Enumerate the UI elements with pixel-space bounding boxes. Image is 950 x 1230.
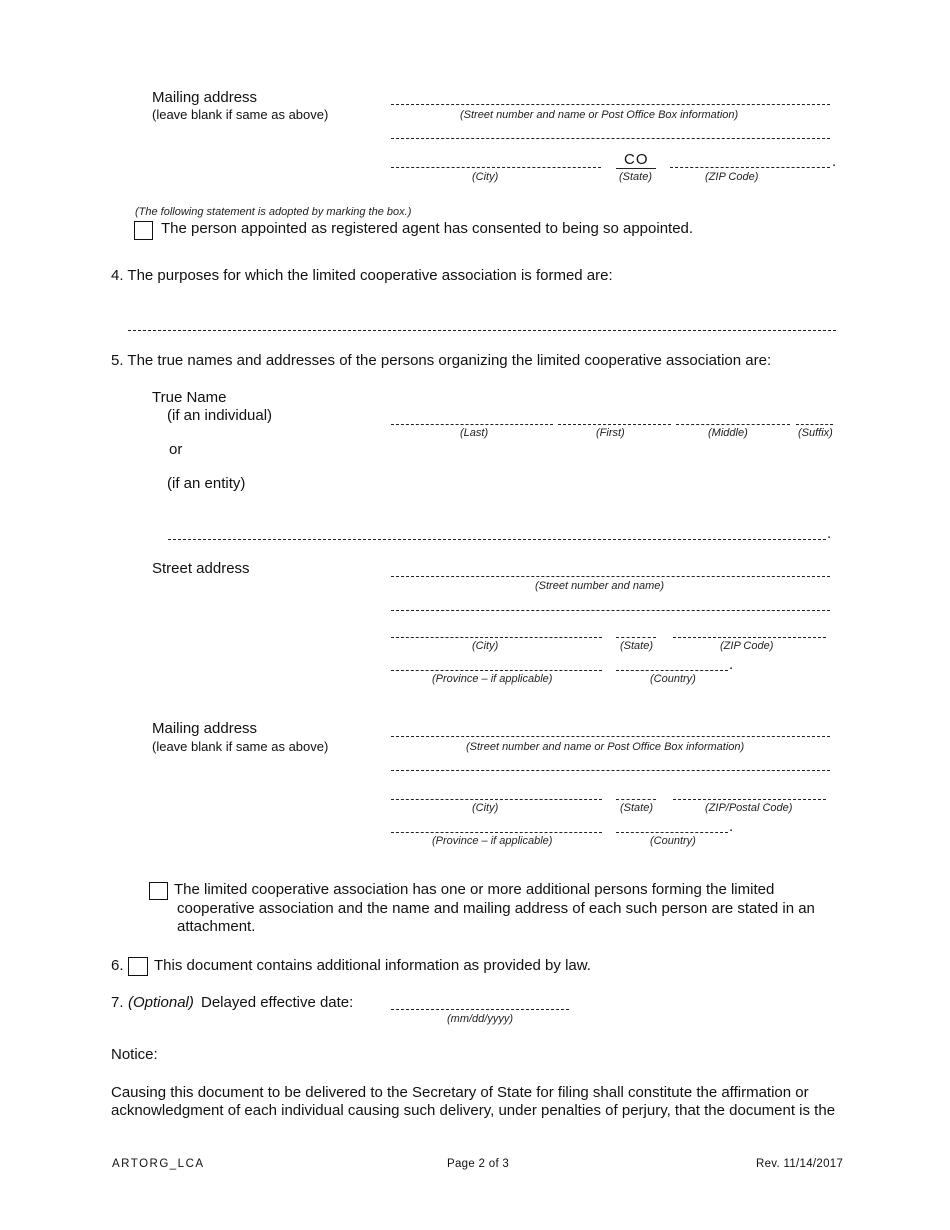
last-caption: (Last) <box>460 427 489 439</box>
notice-line1: Causing this document to be delivered to the Secretary of State for filing shall constitute the affirmation or <box>111 1084 809 1101</box>
agent-mailing-sublabel: (leave blank if same as above) <box>152 107 329 122</box>
organizer-mailing-label: Mailing address <box>152 720 258 737</box>
organizer-mailing-state-caption: (State) <box>620 802 654 814</box>
organizer-mailing-street-field-2[interactable] <box>391 770 830 771</box>
middle-caption: (Middle) <box>708 427 748 439</box>
organizer-mailing-period: . <box>729 818 734 835</box>
if-individual-label: (if an individual) <box>167 407 273 424</box>
section4-text: 4. The purposes for which the limited cooperative association is formed are: <box>111 267 613 284</box>
section6-text: This document contains additional information as provided by law. <box>154 957 591 974</box>
consent-text: The person appointed as registered agent has consented to being so appointed. <box>161 220 694 237</box>
agent-mailing-period: . <box>832 153 837 170</box>
section7-number: 7. <box>111 994 124 1011</box>
organizer-mailing-province-caption: (Province – if applicable) <box>432 835 553 847</box>
street-state-caption: (State) <box>620 640 654 652</box>
or-label: or <box>169 441 183 458</box>
organizer-mailing-country-caption: (Country) <box>650 835 696 847</box>
if-entity-label: (if an entity) <box>167 475 246 492</box>
street-field[interactable] <box>391 576 830 577</box>
entity-name-period: . <box>827 525 832 542</box>
agent-mailing-street-caption: (Street number and name or Post Office Box information) <box>460 109 739 121</box>
footer-revision: Rev. 11/14/2017 <box>756 1158 844 1170</box>
agent-mailing-city-field[interactable] <box>391 167 601 168</box>
street-city-field[interactable] <box>391 637 602 638</box>
additional-persons-line2: cooperative association and the name and mailing address of each such person are stated in an <box>177 900 815 917</box>
notice-heading: Notice: <box>111 1046 158 1063</box>
organizer-mailing-street-caption: (Street number and name or Post Office Box information) <box>466 741 745 753</box>
organizer-mailing-state-field[interactable] <box>616 799 656 800</box>
agent-mailing-state-caption: (State) <box>619 171 653 183</box>
consent-note: (The following statement is adopted by marking the box.) <box>135 206 412 218</box>
organizer-mailing-sublabel: (leave blank if same as above) <box>152 739 329 754</box>
agent-mailing-street-field[interactable] <box>391 104 830 105</box>
agent-mailing-state-value: CO <box>624 151 649 168</box>
section7-optional: (Optional) <box>128 994 194 1011</box>
suffix-caption: (Suffix) <box>798 427 833 439</box>
additional-persons-line1: The limited cooperative association has one or more additional persons forming the limited <box>174 881 775 898</box>
agent-mailing-zip-caption: (ZIP Code) <box>705 171 759 183</box>
agent-mailing-zip-field[interactable] <box>670 167 830 168</box>
section5-text: 5. The true names and addresses of the persons organizing the limited cooperative association are: <box>111 352 772 369</box>
street-city-caption: (City) <box>472 640 499 652</box>
footer-form-code: ARTORG_LCA <box>112 1158 205 1170</box>
street-period: . <box>729 656 734 673</box>
organizer-mailing-country-field[interactable] <box>616 832 728 833</box>
street-caption: (Street number and name) <box>535 580 665 592</box>
footer-page-number: Page 2 of 3 <box>447 1158 510 1170</box>
street-country-caption: (Country) <box>650 673 696 685</box>
purposes-field[interactable] <box>128 330 836 331</box>
notice-line2: acknowledgment of each individual causing such delivery, under penalties of perjury, that the document is the <box>111 1102 836 1119</box>
organizer-mailing-street-field[interactable] <box>391 736 830 737</box>
additional-info-checkbox[interactable] <box>128 957 148 976</box>
middle-name-field[interactable] <box>676 424 790 425</box>
additional-persons-checkbox[interactable] <box>149 882 168 900</box>
street-address-label: Street address <box>152 560 250 577</box>
first-name-field[interactable] <box>558 424 671 425</box>
agent-mailing-street-field-2[interactable] <box>391 138 830 139</box>
last-name-field[interactable] <box>391 424 553 425</box>
additional-persons-line3: attachment. <box>177 918 256 935</box>
section7-text: Delayed effective date: <box>201 994 354 1011</box>
organizer-mailing-city-caption: (City) <box>472 802 499 814</box>
organizer-mailing-zip-caption: (ZIP/Postal Code) <box>705 802 793 814</box>
agent-mailing-label: Mailing address <box>152 89 258 106</box>
agent-mailing-state-field[interactable] <box>616 168 656 169</box>
street-zip-field[interactable] <box>673 637 826 638</box>
street-zip-caption: (ZIP Code) <box>720 640 774 652</box>
organizer-mailing-province-field[interactable] <box>391 832 602 833</box>
true-name-label: True Name <box>152 389 227 406</box>
entity-name-field[interactable] <box>168 539 826 540</box>
effective-date-field[interactable] <box>391 1009 569 1010</box>
organizer-mailing-city-field[interactable] <box>391 799 602 800</box>
section6-number: 6. <box>111 957 124 974</box>
street-country-field[interactable] <box>616 670 728 671</box>
street-province-field[interactable] <box>391 670 602 671</box>
effective-date-caption: (mm/dd/yyyy) <box>447 1013 513 1025</box>
consent-checkbox[interactable] <box>134 221 153 240</box>
suffix-field[interactable] <box>796 424 833 425</box>
street-province-caption: (Province – if applicable) <box>432 673 553 685</box>
organizer-mailing-zip-field[interactable] <box>673 799 826 800</box>
agent-mailing-city-caption: (City) <box>472 171 499 183</box>
first-caption: (First) <box>596 427 625 439</box>
street-field-2[interactable] <box>391 610 830 611</box>
street-state-field[interactable] <box>616 637 656 638</box>
